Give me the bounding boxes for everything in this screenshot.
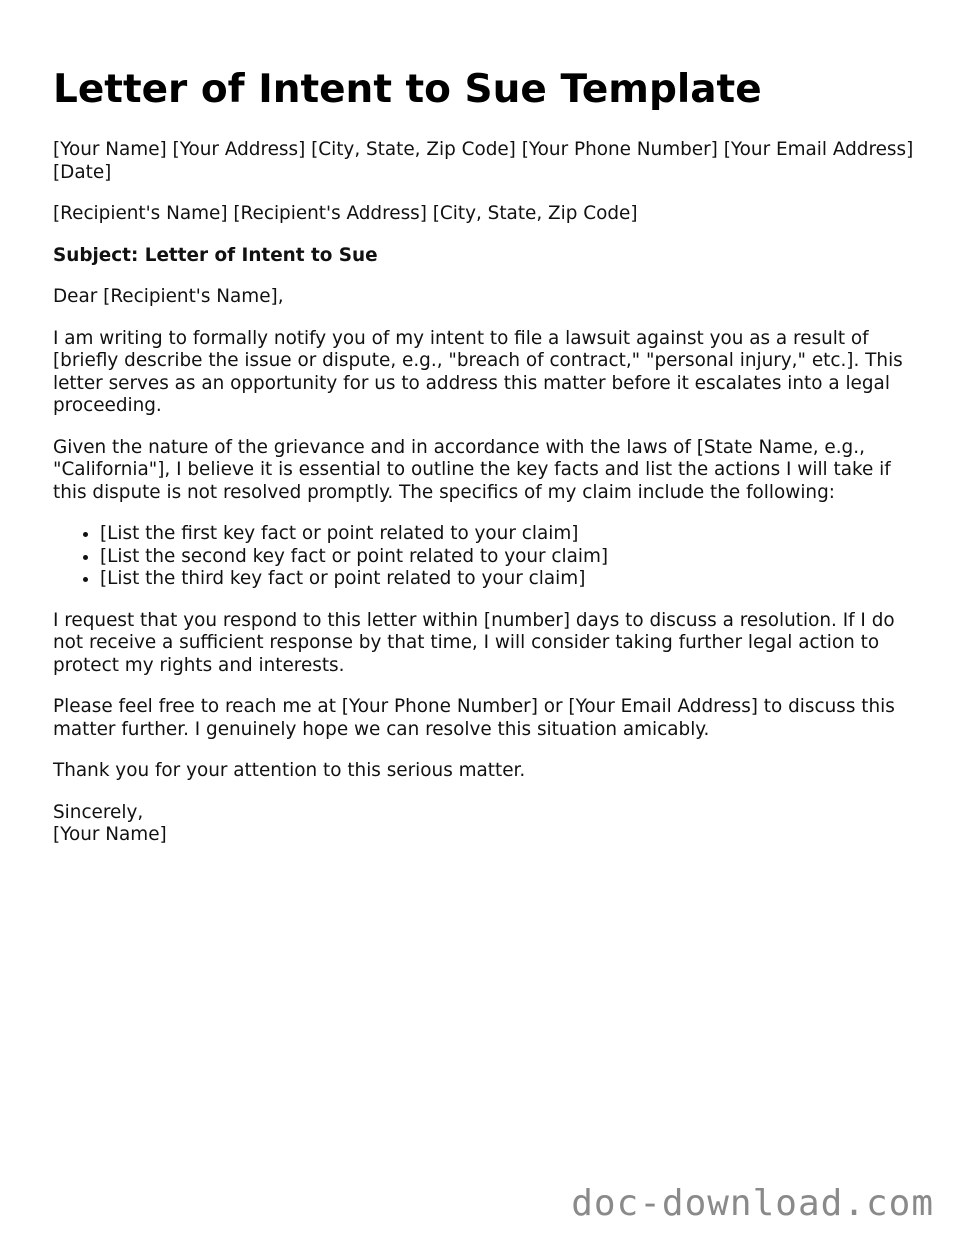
body-paragraph-response-request: I request that you respond to this letter within [number] days to discuss a resolution. If I do not receive a sufficient response by that time, I will consider taking further legal action to protect my rights and interests. (53, 609, 895, 676)
recipient-block: [Recipient's Name] [Recipient's Address] [City, State, Zip Code] (53, 203, 638, 224)
closing-block (53, 802, 918, 847)
list-item: • [List the second key fact or point related to your claim] (100, 546, 918, 569)
body-paragraph-intent: I am writing to formally notify you of my intent to file a lawsuit against you as a result of [briefly describe the issue or dispute, e.g., "breach of contract," "personal injury," etc.]. This letter serves as an opportunity for us to address this matter before it escalates into a legal proceeding. (53, 327, 903, 416)
salutation: Dear [Recipient's Name], (53, 286, 284, 307)
watermark: doc-download.com (571, 1183, 934, 1224)
key-facts-list (53, 523, 918, 591)
list-item: • [List the first key fact or point related to your claim] (100, 523, 918, 546)
body-paragraph-thanks: Thank you for your attention to this serious matter. (53, 760, 526, 781)
document-title: Letter of Intent to Sue Template (53, 67, 762, 112)
list-item: • [List the third key fact or point related to your claim] (100, 568, 918, 591)
sender-block: [Your Name] [Your Address] [City, State, Zip Code] [Your Phone Number] [Your Email Address] [Date] (53, 139, 914, 183)
subject-line: Subject: Letter of Intent to Sue (53, 244, 378, 266)
signature-name: [Your Name] (53, 824, 167, 845)
body-paragraph-grievance: Given the nature of the grievance and in accordance with the laws of [State Name, e.g., "California"], I believe it is essential to outline the key facts and list the actions I will take if this dispute is not resolved promptly. The specifics of my claim include the following: (53, 436, 891, 503)
sign-off: Sincerely, (53, 801, 144, 823)
body-paragraph-contact: Please feel free to reach me at [Your Phone Number] or [Your Email Address] to discuss this matter further. I genuinely hope we can resolve this situation amicably. (53, 696, 895, 740)
letter-document (53, 64, 918, 847)
